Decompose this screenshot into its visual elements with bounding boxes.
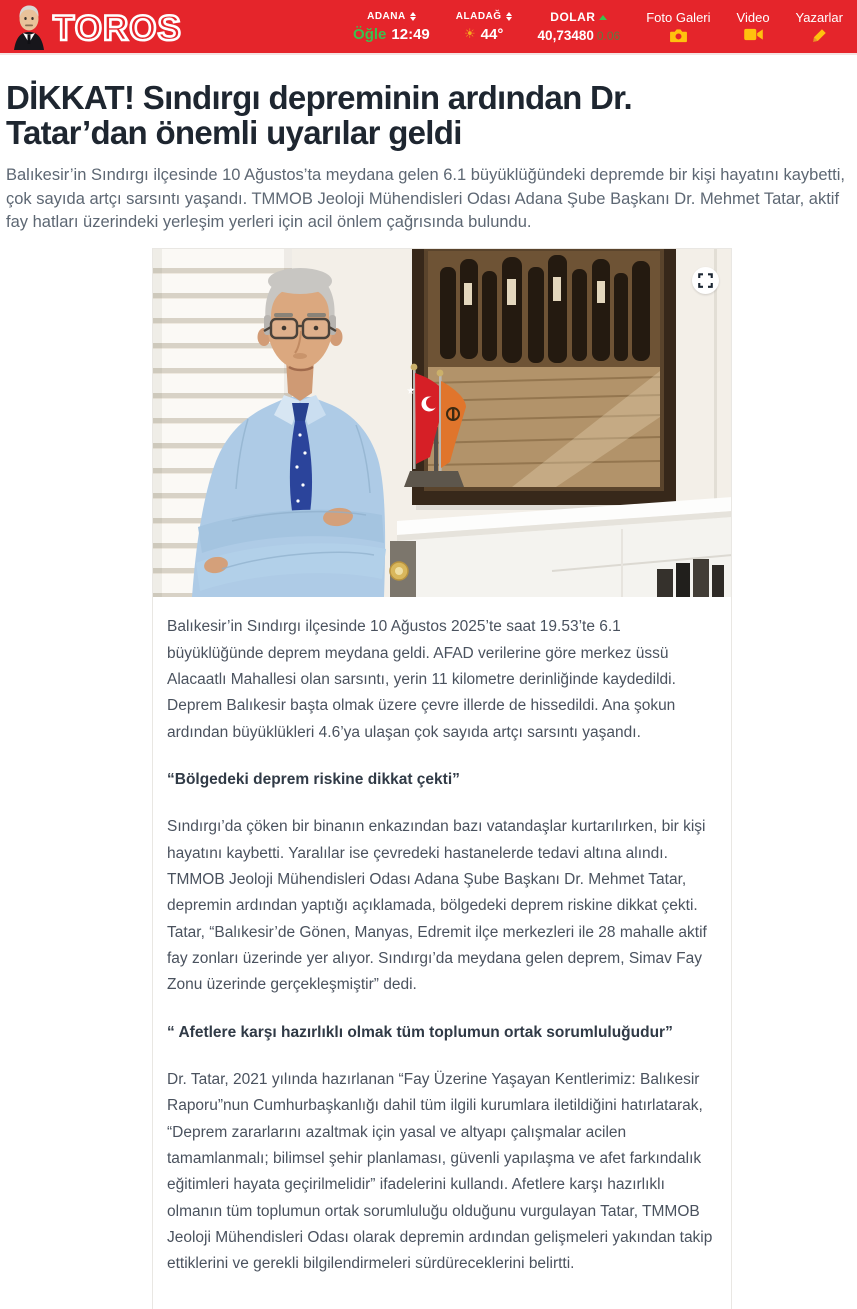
city-label-adana: ADANA: [367, 10, 406, 22]
video-camera-icon: [737, 28, 770, 43]
article-card: [152, 248, 732, 1309]
article-headline: DİKKAT! Sındırgı depreminin ardından Dr. Tatar’dan önemli uyarılar geldi: [6, 79, 632, 151]
weather-widget-aladag[interactable]: [456, 11, 512, 43]
nav-foto-galeri[interactable]: Foto Galeri: [646, 10, 710, 43]
article-body: [153, 597, 731, 1309]
prayer-time-value: 12:49: [391, 25, 430, 43]
site-header: [0, 0, 857, 55]
city-sort-arrows-icon[interactable]: [410, 12, 416, 21]
city-label-aladag: ALADAĞ: [455, 10, 502, 22]
weather-widget-adana[interactable]: [353, 11, 430, 43]
currency-up-arrow-icon: [599, 15, 607, 20]
currency-change: 0.06: [596, 29, 621, 43]
currency-value: 40,73480: [537, 28, 594, 43]
nav-video[interactable]: Video: [737, 10, 770, 43]
prayer-period-label: Öğle: [353, 25, 387, 43]
currency-widget-dolar[interactable]: [538, 10, 621, 43]
body-paragraph: Dr. Tatar, 2021 yılında hazırlanan “Fay Üzerine Yaşayan Kentlerimiz: Balıkesir Raporu”nun Cumhurbaşkanlığı dahil tüm ilgili kurumlara iletildiğini hatırlatarak, “Deprem zararlarını azaltmak için yasal ve altyapı çalışmalar acilen tamamlanmalı; bilimsel şehir planlaması, güvenli yapılaşma ve afet farkındalık eğitimleri hayata geçirilmelidir” ifadelerini kullandı. Afetlere karşı hazırlıklı olmanın tüm toplumun ortak sorumluluğu olduğunu vurgulayan Tatar, TMMOB Jeoloji Mühendisleri Odası olarak depremin ardından gelişmeleri yakından takip ettiklerini ve gerekli bilgilendirmeleri sürdüreceklerini belirtti.: [167, 1071, 713, 1273]
photo-illustration: [153, 249, 731, 597]
city-sort-arrows-icon[interactable]: [506, 12, 512, 21]
article-photo[interactable]: [153, 249, 731, 597]
expand-photo-button[interactable]: [692, 267, 719, 294]
temperature-value: 44°: [480, 25, 504, 43]
camera-icon: [646, 28, 710, 43]
pen-icon: [796, 28, 843, 43]
body-paragraph: Sındırgı’da çöken bir binanın enkazından bazı vatandaşlar kurtarılırken, bir kişi hayatını kaybetti. Yaralılar ise çevredeki hastanelerde tedavi altına alındı. TMMOB Jeoloji Mühendisleri Odası Adana Şube Başkanı Dr. Mehmet Tatar, depremin ardından yaptığı açıklamada, bölgedeki deprem riskine dikkat çekti. Tatar, “Balıkesir’de Gönen, Manyas, Edremit ilçe merkezleri ile 28 mahalle aktif fay zonları üzerinde yer alıyor. Sındırgı’da meydana gelen deprem, Simav Fay Zonu üzerinde gerçekleşmiştir” dedi.: [167, 818, 707, 994]
currency-name: DOLAR: [550, 10, 596, 24]
article-lead: Balıkesir’in Sındırgı ilçesinde 10 Ağustos’ta meydana gelen 6.1 büyüklüğündeki depremde bir kişi hayatını kaybetti, çok sayıda artçı sarsıntı yaşandı. TMMOB Jeoloji Mühendisleri Odası Adana Şube Başkanı Dr. Mehmet Tatar, aktif fay hatları üzerindeki yerleşim yerleri için acil önlem çağrısında bulundu.: [6, 165, 845, 232]
framed-picture: [412, 249, 676, 510]
nav-yazarlar[interactable]: Yazarlar: [796, 10, 843, 43]
article-page: [0, 81, 857, 1309]
site-logo[interactable]: [8, 4, 182, 50]
header-widgets: [353, 10, 847, 43]
ataturk-portrait-icon: [8, 4, 50, 50]
expand-icon: [698, 268, 713, 293]
brand-title: TOROS: [53, 8, 182, 48]
body-paragraph: Balıkesir’in Sındırgı ilçesinde 10 Ağustos 2025’te saat 19.53’te 6.1 büyüklüğünde deprem meydana geldi. AFAD verilerine göre merkez üssü Alacaatlı Mahallesi olan sarsıntı, yerin 11 kilometre derinliğinde kaydedildi. Deprem Balıkesir başta olmak üzere çevre illerde de hissedildi. Ana şokun ardından büyüklükleri 4.6’ya ulaşan çok sayıda artçı sarsıntı yaşandı.: [167, 618, 676, 741]
sun-icon: ☀: [463, 26, 476, 41]
body-subheading: “ Afetlere karşı hazırlıklı olmak tüm toplumun ortak sorumluluğudur”: [167, 1023, 673, 1041]
body-subheading: “Bölgedeki deprem riskine dikkat çekti”: [167, 770, 460, 788]
